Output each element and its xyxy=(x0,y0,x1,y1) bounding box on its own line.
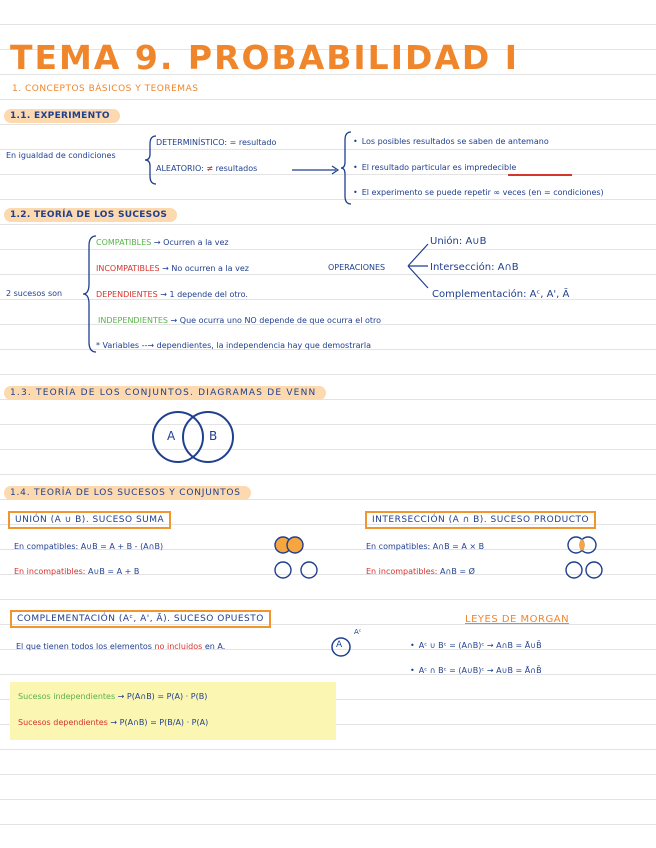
heading-conjuntos: 1.3. TEORÍA DE LOS CONJUNTOS. DIAGRAMAS DE VENN xyxy=(4,386,326,400)
morgan-law: • Aᶜ ∪ Bᶜ = (A∩B)ᶜ → A∩B = Ā∪B̄ xyxy=(410,641,542,650)
experimento-bullet: • El experimento se puede repetir ∞ veces (en = condiciones) xyxy=(353,188,604,197)
independientes-formula-row xyxy=(18,692,207,701)
inter-compatibles-row xyxy=(366,542,484,551)
experimento-lead: En igualdad de condiciones xyxy=(6,151,116,160)
complementacion-box: COMPLEMENTACIÓN (Aᶜ, A', Ā). SUCESO OPUESTO xyxy=(10,610,271,628)
page-title: TEMA 9. PROBABILIDAD I xyxy=(10,38,520,77)
venn-union-compatible xyxy=(272,535,308,555)
experimento-bullet: • El resultado particular es impredecible xyxy=(353,163,516,172)
union-compatibles-row xyxy=(14,542,163,551)
dependientes-label: DEPENDIENTES xyxy=(96,290,158,299)
aleatorio-row xyxy=(156,164,257,173)
comp-text-c: en A. xyxy=(204,642,226,651)
incompatibles-label: INCOMPATIBLES xyxy=(96,264,160,273)
section-subtitle: 1. CONCEPTOS BÁSICOS Y TEOREMAS xyxy=(12,84,199,94)
experimento-bullet: • Los posibles resultados se saben de antemano xyxy=(353,137,549,146)
indep-label: Sucesos independientes xyxy=(18,692,116,701)
arrow-aleatorio xyxy=(292,165,342,175)
complement-sup: Aᶜ xyxy=(354,628,362,636)
inter-inc-formula: A∩B = Ø xyxy=(440,567,475,576)
inter-incompatibles-row xyxy=(366,567,475,576)
probability-highlight-box xyxy=(10,682,336,740)
union-inc-formula: A∪B = A + B xyxy=(88,567,140,576)
heading-experimento: 1.1. EXPERIMENTO xyxy=(4,109,120,123)
venn-label-b: B xyxy=(209,429,218,443)
operaciones-branches xyxy=(406,240,432,292)
compatibles-text: → Ocurren a la vez xyxy=(153,238,229,247)
union-inc-label: En incompatibles: xyxy=(14,567,86,576)
venn-complement-label: A xyxy=(336,640,343,650)
aleatorio-resultados: resultados xyxy=(215,164,258,173)
compatibles-label: COMPATIBLES xyxy=(96,238,152,247)
dependientes-text: → 1 depende del otro. xyxy=(160,290,248,299)
complementacion-text xyxy=(16,642,225,651)
union-comp-formula: A∪B = A + B - (A∩B) xyxy=(80,542,164,551)
op-complementacion: Complementación: Aᶜ, A', Ā xyxy=(432,289,570,300)
aleatorio-label: ALEATORIO: xyxy=(156,164,204,173)
dep-label: Sucesos dependientes xyxy=(18,718,108,727)
variables-note: * Variables --→ dependientes, la independencia hay que demostrarla xyxy=(96,341,371,350)
compatibles-row xyxy=(96,238,229,247)
union-comp-label: En compatibles: xyxy=(14,542,79,551)
interseccion-box: INTERSECCIÓN (A ∩ B). SUCESO PRODUCTO xyxy=(365,511,596,529)
independientes-label: INDEPENDIENTES xyxy=(98,316,168,325)
deterministico-text: DETERMINÍSTICO: = resultado xyxy=(156,138,277,147)
heading-teoria-sucesos: 1.2. TEORÍA DE LOS SUCESOS xyxy=(4,208,177,222)
dependientes-row xyxy=(96,290,248,299)
venn-diagram xyxy=(150,410,250,466)
venn-label-a: A xyxy=(167,429,176,443)
op-union: Unión: A∪B xyxy=(430,236,487,247)
inter-comp-label: En compatibles: xyxy=(366,542,431,551)
indep-formula: → P(A∩B) = P(A) · P(B) xyxy=(117,692,208,701)
comp-text-a: El que tienen todos los elementos xyxy=(16,642,152,651)
dependientes-formula-row xyxy=(18,718,208,727)
comp-text-b: no incluidos xyxy=(154,642,203,651)
leyes-morgan-title: LEYES DE MORGAN xyxy=(465,614,570,625)
venn-union-incompatible xyxy=(274,560,324,580)
incompatibles-row xyxy=(96,264,249,273)
union-box: UNIÓN (A ∪ B). SUCESO SUMA xyxy=(8,511,171,529)
incompatibles-text: → No ocurren a la vez xyxy=(162,264,249,273)
union-incompatibles-row xyxy=(14,567,139,576)
venn-interseccion-incompatible xyxy=(565,560,605,580)
sucesos-lead: 2 sucesos son xyxy=(6,289,63,298)
venn-interseccion-compatible xyxy=(565,535,601,555)
independientes-row xyxy=(98,316,381,325)
not-equal-mark: ≠ xyxy=(206,164,214,173)
op-interseccion: Intersección: A∩B xyxy=(430,262,519,273)
heading-sucesos-conjuntos: 1.4. TEORÍA DE LOS SUCESOS Y CONJUNTOS xyxy=(4,486,251,500)
underline-impredecible xyxy=(508,174,572,176)
operaciones-label: OPERACIONES xyxy=(328,263,386,272)
independientes-text: → Que ocurra uno NO depende de que ocurra el otro xyxy=(170,316,382,325)
dep-formula: → P(A∩B) = P(B/A) · P(A) xyxy=(110,718,209,727)
morgan-law: • Aᶜ ∩ Bᶜ = (A∪B)ᶜ → A∪B = Ā∩B̄ xyxy=(410,666,542,675)
inter-inc-label: En incompatibles: xyxy=(366,567,438,576)
inter-comp-formula: A∩B = A × B xyxy=(432,542,485,551)
